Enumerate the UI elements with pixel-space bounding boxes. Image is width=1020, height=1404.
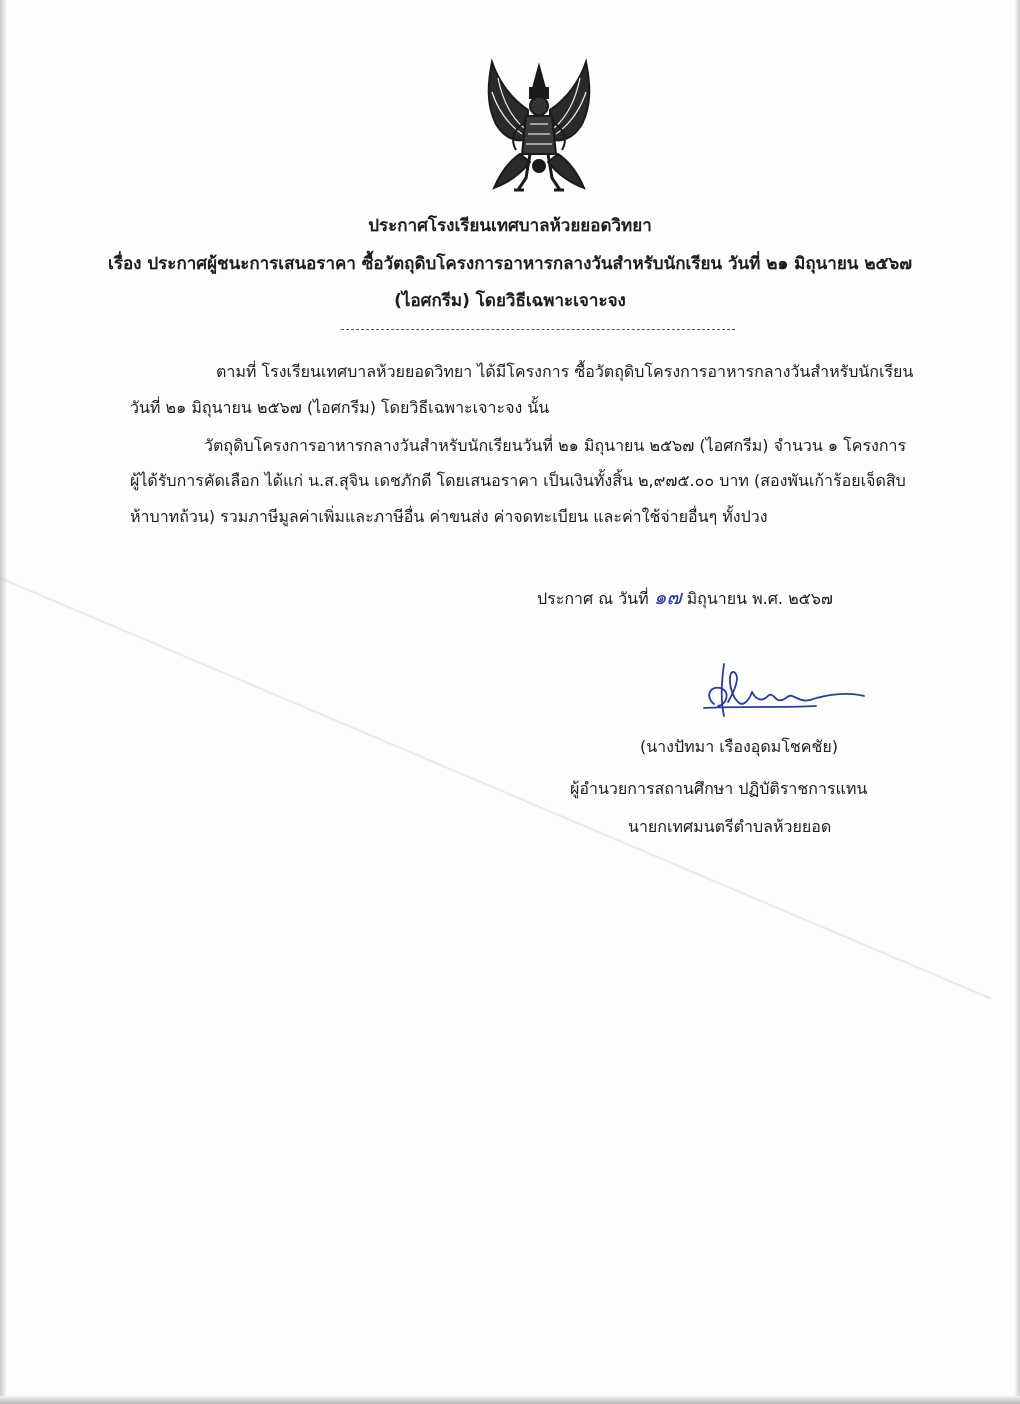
dashed-divider (341, 329, 735, 330)
body-paragraph-1-line-2: วันที่ ๒๑ มิถุนายน ๒๕๖๗ (ไอศกรีม) โดยวิธีเฉพาะเจาะจง นั้น (130, 398, 550, 417)
body-paragraph-1-line-1: ตามที่ โรงเรียนเทศบาลห้วยยอดวิทยา ได้มีโครงการ ซื้อวัตถุดิบโครงการอาหารกลางวันสำหรับนักเรียน (216, 362, 914, 381)
handwritten-day: ๑๗ (653, 585, 682, 609)
date-prefix: ประกาศ ณ วันที่ (537, 589, 649, 608)
heading-school-announcement: ประกาศโรงเรียนเทศบาลห้วยยอดวิทยา (368, 216, 652, 236)
handwritten-signature (698, 658, 868, 724)
heading-subject-continued: (ไอศกรีม) โดยวิธีเฉพาะเจาะจง (394, 291, 626, 311)
signatory-title-continued: นายกเทศมนตรีตำบลห้วยยอด (628, 817, 832, 836)
date-suffix: มิถุนายน พ.ศ. ๒๕๖๗ (686, 589, 833, 608)
heading-subject: เรื่อง ประกาศผู้ชนะการเสนอราคา ซื้อวัตถุดิบโครงการอาหารกลางวันสำหรับนักเรียน วันที่ ๒๑ มิถุนายน ๒๕๖๗ (108, 254, 912, 274)
body-paragraph-2-line-1: วัตถุดิบโครงการอาหารกลางวันสำหรับนักเรียนวันที่ ๒๑ มิถุนายน ๒๕๖๗ (ไอศกรีม) จำนวน ๑ โครงการ (204, 436, 907, 455)
body-paragraph-2-line-2: ผู้ได้รับการคัดเลือก ได้แก่ น.ส.สุจิน เดชภักดี โดยเสนอราคา เป็นเงินทั้งสิ้น ๒,๙๗๕.๐๐ บาท (สองพันเก้าร้อยเจ็ดสิบ (130, 471, 906, 490)
signatory-title: ผู้อำนวยการสถานศึกษา ปฏิบัติราชการแทน (570, 779, 868, 798)
scan-edge-right (1015, 0, 1020, 1404)
scan-edge-bottom (0, 1396, 1020, 1404)
scan-edge-left (0, 0, 6, 1404)
signatory-name: (นางปัทมา เรืองอุดมโชคชัย) (640, 737, 838, 756)
garuda-emblem-icon (470, 58, 608, 198)
body-paragraph-2-line-3: ห้าบาทถ้วน) รวมภาษีมูลค่าเพิ่มและภาษีอื่น ค่าขนส่ง ค่าจดทะเบียน และค่าใช้จ่ายอื่นๆ ทั้งปวง (130, 507, 768, 526)
announcement-date (537, 581, 833, 613)
